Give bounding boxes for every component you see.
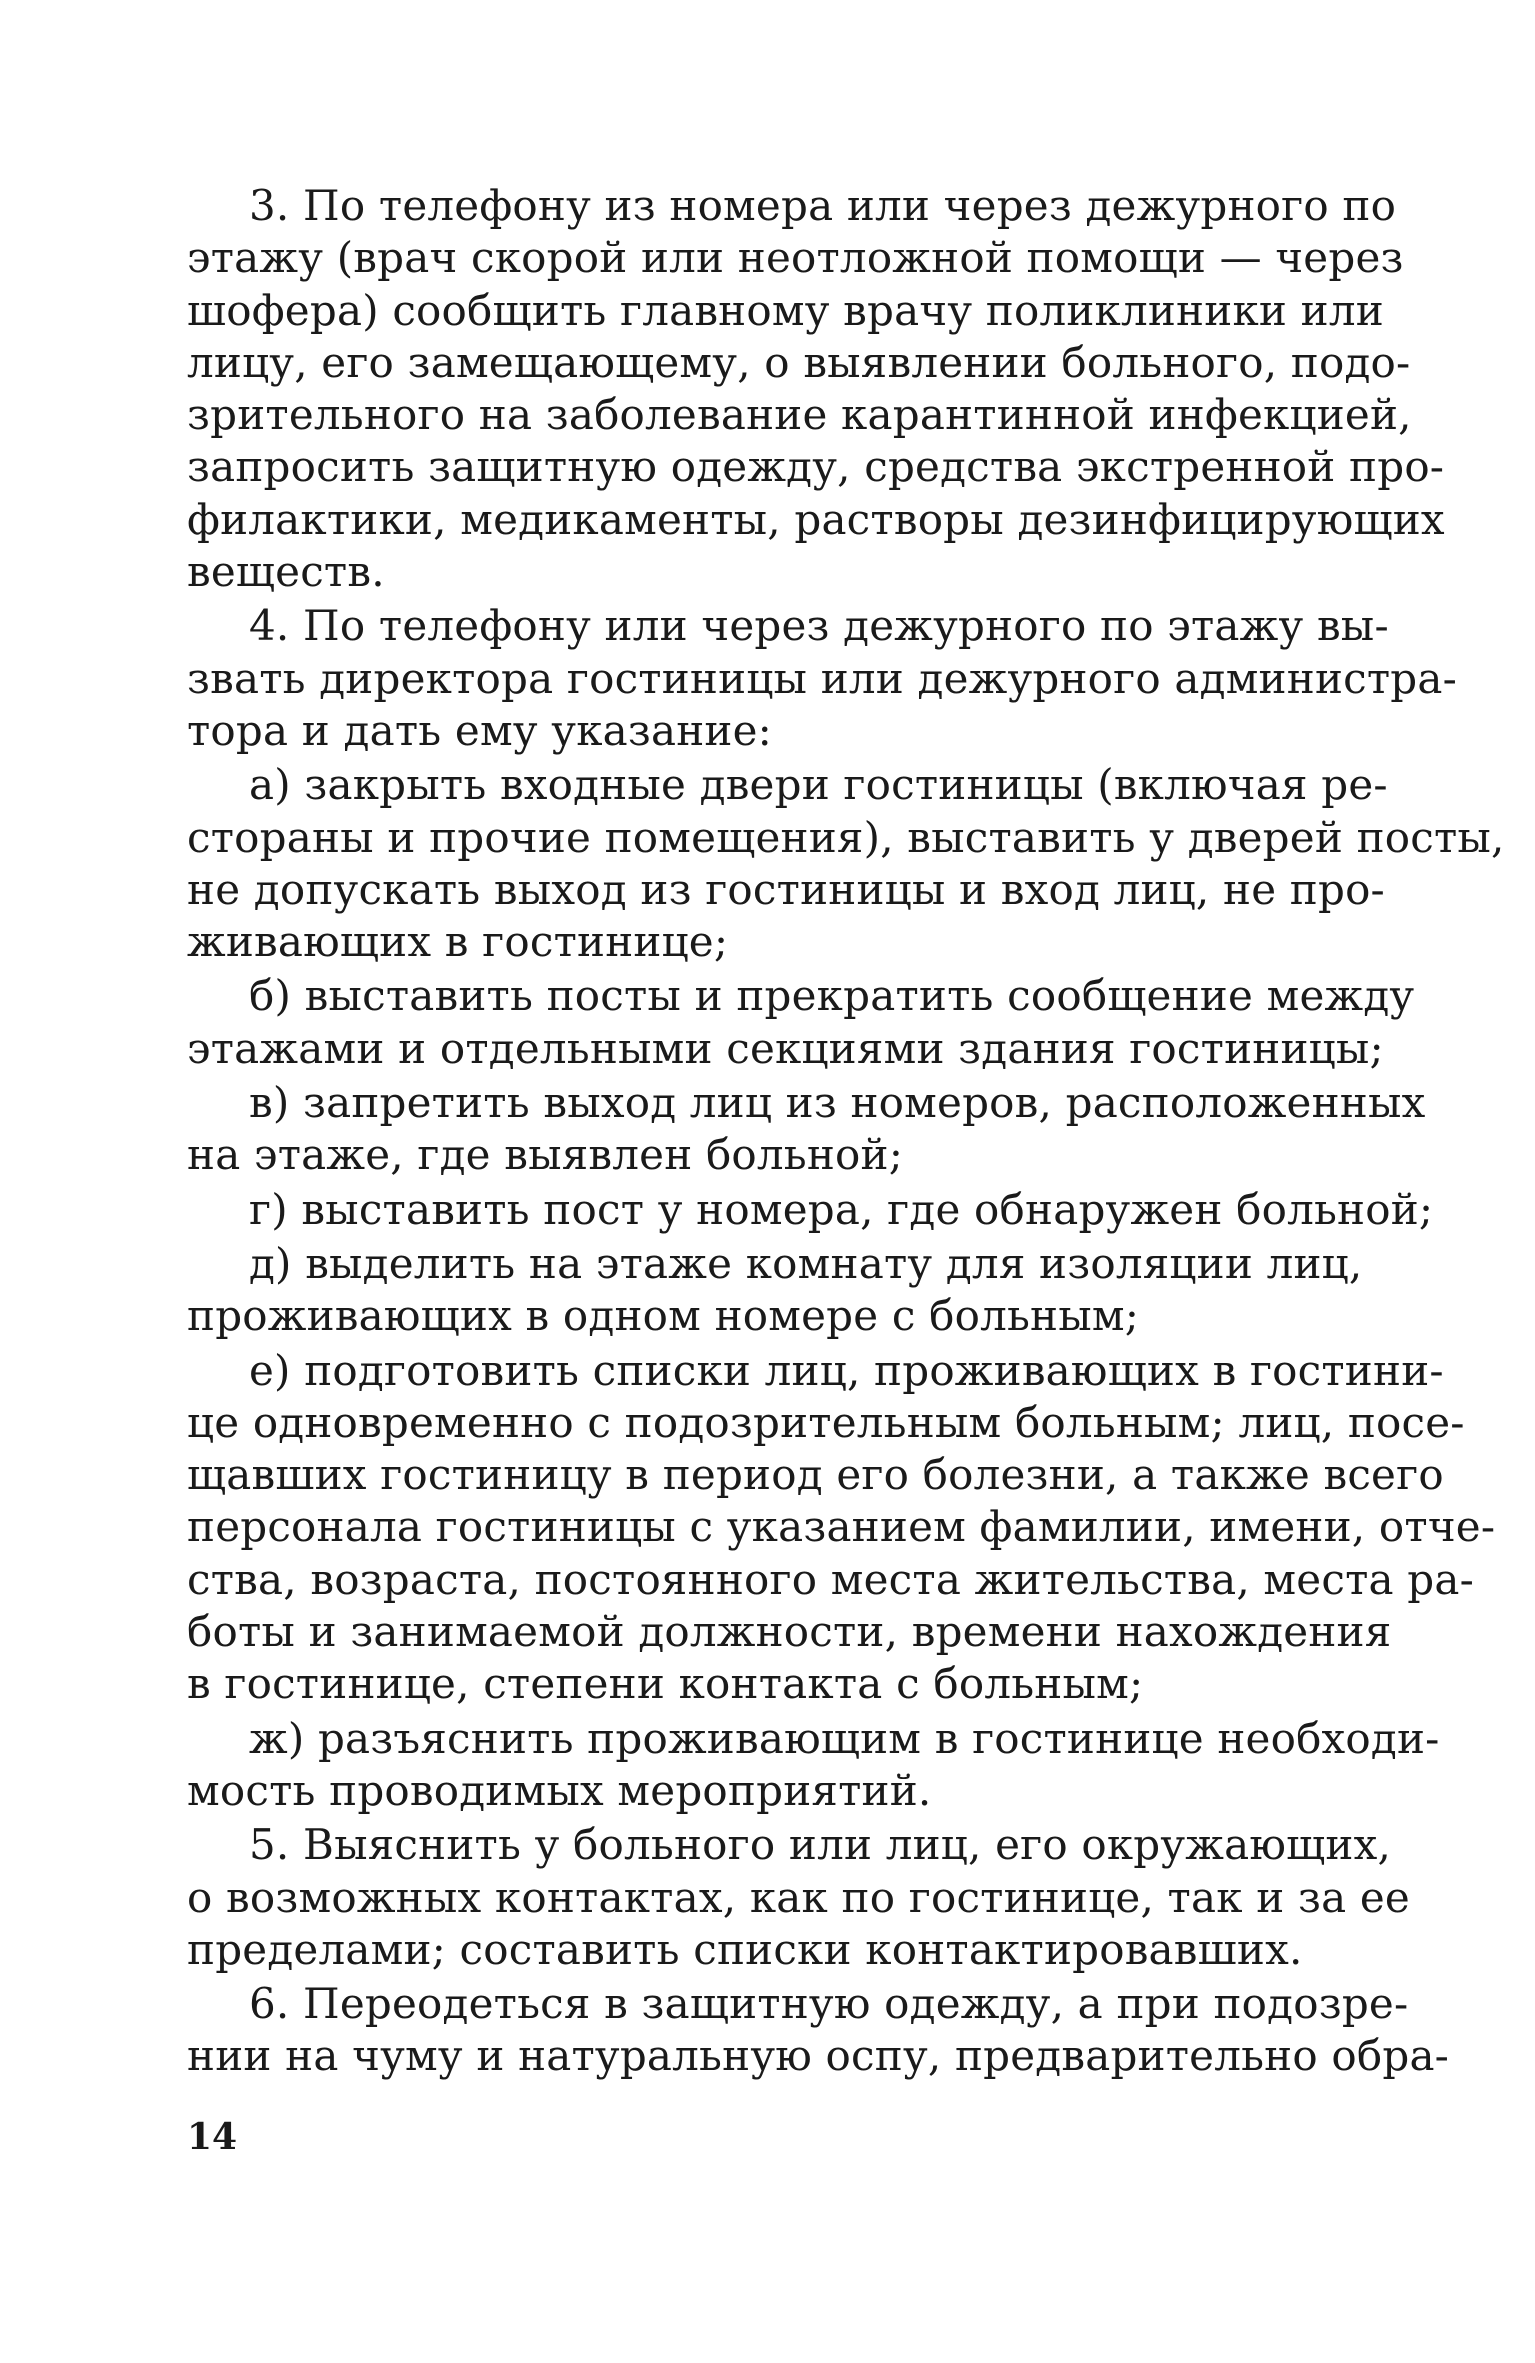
text-line: це одновременно с подозрительным больным; лиц, посе- <box>187 1397 1465 1447</box>
text-line: стораны и прочие помещения), выставить у дверей посты, <box>187 812 1505 862</box>
text-line: не допускать выход из гостиницы и вход лиц, не про- <box>187 864 1385 914</box>
text-line: б) выставить посты и прекратить сообщение между <box>249 971 1415 1021</box>
text-line: звать директора гостиницы или дежурного администра- <box>187 653 1458 703</box>
text-line: тора и дать ему указание: <box>187 705 773 755</box>
text-line: 6. Переодеться в защитную одежду, а при подозре- <box>249 1979 1409 2029</box>
text-line: этажами и отдельными секциями здания гостиницы; <box>187 1023 1384 1073</box>
paragraph-p4e <box>187 1345 1496 1711</box>
text-line: веществ. <box>187 547 385 597</box>
text-line: боты и занимаемой должности, времени нахождения <box>187 1607 1392 1657</box>
text-line: нии на чуму и натуральную оспу, предварительно обра- <box>187 2031 1450 2081</box>
text-line: проживающих в одном номере с больным; <box>187 1291 1140 1341</box>
text-line: мость проводимых мероприятий. <box>187 1765 932 1815</box>
paragraph-p6 <box>187 1978 1450 2083</box>
text-line: ж) разъяснить проживающим в гостинице необходи- <box>249 1713 1440 1763</box>
text-line: а) закрыть входные двери гостиницы (включая ре- <box>249 760 1388 810</box>
text-line: д) выделить на этаже комнату для изоляции лиц, <box>249 1238 1363 1288</box>
paragraph-p3 <box>187 180 1445 598</box>
text-line: зрительного на заболевание карантинной инфекцией, <box>187 390 1412 440</box>
text-line: в) запретить выход лиц из номеров, расположенных <box>249 1078 1426 1128</box>
text-line: е) подготовить списки лиц, проживающих в гостини- <box>249 1345 1444 1395</box>
paragraph-p4g <box>187 1184 1434 1236</box>
paragraph-p4zh <box>187 1713 1440 1818</box>
text-line: живающих в гостинице; <box>187 917 729 967</box>
text-line: щавших гостиницу в период его болезни, а также всего <box>187 1450 1444 1500</box>
text-line: шофера) сообщить главному врачу поликлиники или <box>187 285 1384 335</box>
text-line: ства, возраста, постоянного места жительства, места ра- <box>187 1554 1475 1604</box>
text-line: на этаже, где выявлен больной; <box>187 1130 904 1180</box>
text-line: этажу (врач скорой или неотложной помощи — через <box>187 233 1404 283</box>
text-line: персонала гостиницы с указанием фамилии, имени, отче- <box>187 1502 1496 1552</box>
text-line: лицу, его замещающему, о выявлении больного, подо- <box>187 337 1411 387</box>
page-body <box>187 180 1505 2085</box>
text-line: филактики, медикаменты, растворы дезинфицирующих <box>187 494 1445 544</box>
paragraph-p4b <box>187 970 1415 1075</box>
text-line: г) выставить пост у номера, где обнаружен больной; <box>249 1184 1434 1234</box>
paragraph-p4 <box>187 600 1458 757</box>
paragraph-p5 <box>187 1819 1410 1976</box>
text-line: 3. По телефону из номера или через дежурного по <box>249 181 1397 230</box>
text-line: в гостинице, степени контакта с больным; <box>187 1659 1144 1709</box>
text-line: запросить защитную одежду, средства экстренной про- <box>187 442 1445 492</box>
text-line: 5. Выяснить у больного или лиц, его окружающих, <box>249 1820 1392 1870</box>
paragraph-p4a <box>187 759 1505 968</box>
text-line: 4. По телефону или через дежурного по этажу вы- <box>249 601 1389 651</box>
paragraph-p4d <box>187 1238 1363 1343</box>
text-line: о возможных контактах, как по гостинице, так и за ее <box>187 1872 1410 1922</box>
text-line: пределами; составить списки контактировавших. <box>187 1924 1303 1974</box>
page-number: 14 <box>187 2116 238 2158</box>
paragraph-p4v <box>187 1077 1426 1182</box>
